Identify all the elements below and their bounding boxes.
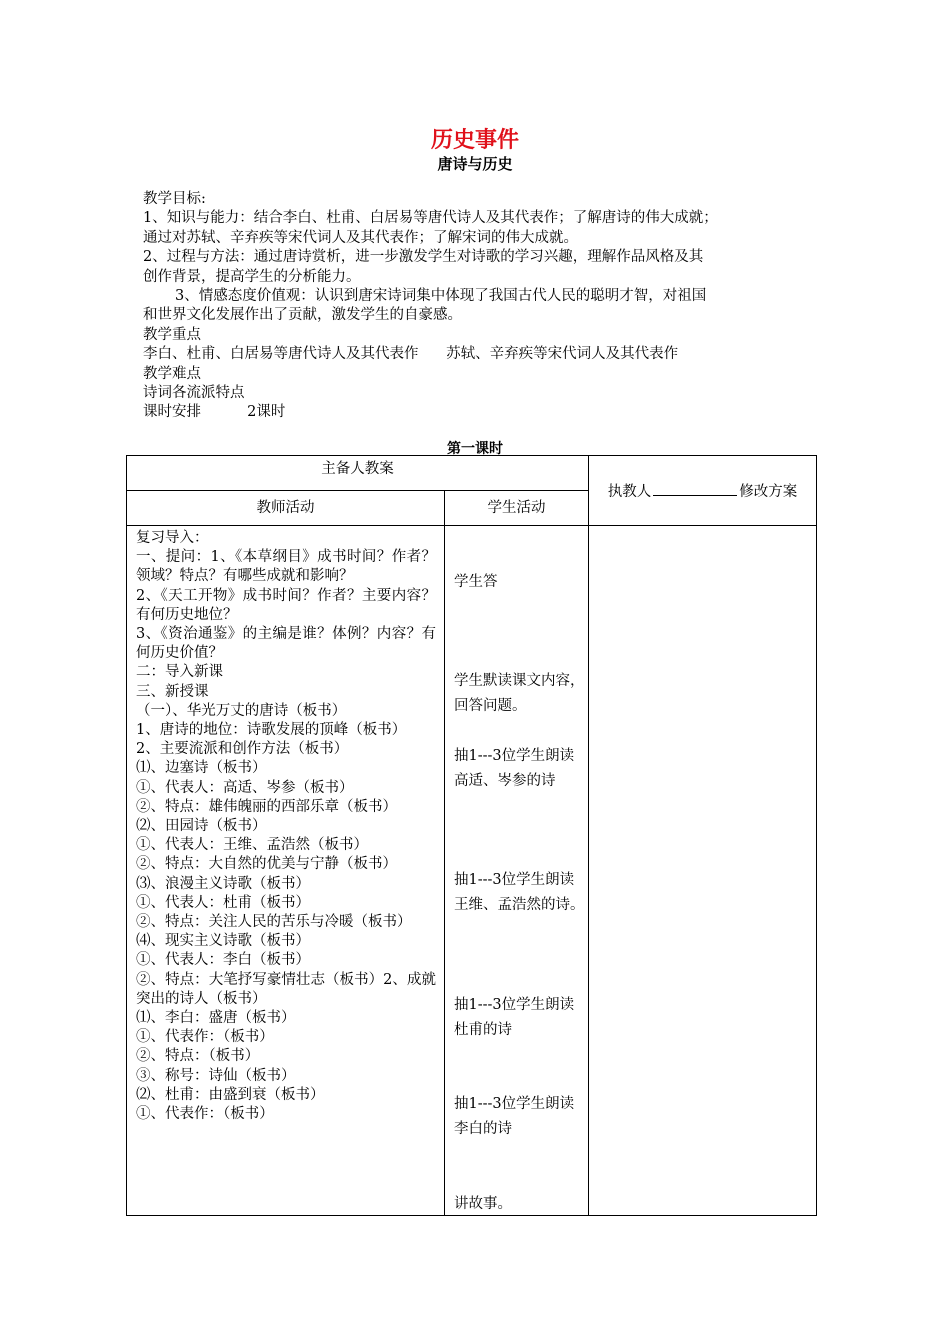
teacher-line: 二：导入新课	[136, 664, 223, 681]
teacher-line: ⑵、杜甫：由盛到衰（板书）	[136, 1086, 325, 1103]
teaching-objectives	[143, 190, 823, 423]
teacher-line: 2、主要流派和创作方法（板书）	[136, 741, 349, 758]
revision-cell	[589, 526, 817, 1216]
teacher-line: 3、《资治通鉴》的主编是谁？体例？内容？有何历史价值？	[136, 626, 436, 662]
teacher-line: ③、称号：诗仙（板书）	[136, 1067, 296, 1084]
intro-line: 通过对苏轼、辛弃疾等宋代词人及其代表作；了解宋词的伟大成就。	[143, 229, 578, 246]
teacher-line: ①、代表作：（板书）	[136, 1029, 274, 1046]
teacher-line: 2、《天工开物》成书时间？作者？主要内容？有何历史地位？	[136, 587, 436, 623]
teacher-line: ②、特点：大自然的优美与宁静（板书）	[136, 856, 397, 873]
intro-line: 2、过程与方法：通过唐诗赏析，进一步激发学生对诗歌的学习兴趣，理解作品风格及其	[143, 249, 704, 266]
intro-line: 3、情感态度价值观：认识到唐宋诗词集中体现了我国古代人民的聪明才智，对祖国	[175, 288, 707, 305]
teacher-line: ②、特点：关注人民的苦乐与冷暖（板书）	[136, 914, 412, 931]
header-main-plan: 主备人教案	[127, 456, 589, 491]
header-teacher-activity: 教师活动	[127, 491, 445, 526]
intro-line: 和世界文化发展作出了贡献，激发学生的自豪感。	[143, 307, 462, 324]
executor-label: 执教人	[607, 484, 652, 500]
teacher-line: 1、唐诗的地位：诗歌发展的顶峰（板书）	[136, 722, 407, 739]
teacher-line: ②、特点：雄伟魄丽的西部乐章（板书）	[136, 798, 397, 815]
intro-line: 教学目标:	[143, 191, 206, 207]
student-activity: 抽1---3位学生朗读李白的诗	[454, 1096, 575, 1137]
intro-line: 创作背景，提高学生的分析能力。	[143, 268, 361, 285]
student-activity: 讲故事。	[454, 1196, 512, 1212]
teacher-line: ①、代表人：高适、岑参（板书）	[136, 779, 354, 796]
student-activity: 学生答	[454, 574, 498, 590]
teacher-line: ①、代表人：李白（板书）	[136, 952, 310, 969]
teacher-line: ⑵、田园诗（板书）	[136, 818, 267, 835]
document-title: 历史事件	[430, 128, 519, 153]
teacher-line: ⑷、现实主义诗歌（板书）	[136, 933, 310, 950]
teacher-line: ①、代表人：王维、孟浩然（板书）	[136, 837, 368, 854]
teacher-line: ①、代表人：杜甫（板书）	[136, 894, 310, 911]
teacher-line: 三、新授课	[136, 683, 209, 700]
document-subtitle: 唐诗与历史	[437, 155, 513, 173]
section-heading: 第一课时	[447, 441, 503, 457]
intro-line: 诗词各流派特点	[143, 385, 245, 402]
intro-line: 教学重点	[143, 326, 201, 343]
student-activity: 抽1---3位学生朗读高适、岑参的诗	[454, 748, 575, 789]
revision-label: 修改方案	[739, 484, 798, 500]
header-executor	[589, 456, 817, 526]
student-activity: 抽1---3位学生朗读杜甫的诗	[454, 997, 575, 1038]
student-activity: 抽1---3位学生朗读王维、孟浩然的诗。	[454, 872, 585, 913]
student-activity: 学生默读课文内容，回答问题。	[454, 673, 585, 714]
intro-line: 课时安排 2课时	[143, 404, 286, 421]
teacher-activity-cell	[127, 526, 445, 1216]
teacher-line: ①、代表作：（板书）	[136, 1106, 274, 1123]
teacher-line: ②、特点：（板书）	[136, 1048, 260, 1065]
teacher-line: ②、特点：大笔抒写豪情壮志（板书）2、成就突出的诗人（板书）	[136, 971, 436, 1007]
intro-line: 李白、杜甫、白居易等唐代诗人及其代表作 苏轼、辛弃疾等宋代词人及其代表作	[143, 346, 679, 363]
student-activity-cell	[445, 526, 589, 1216]
lesson-plan-table	[126, 455, 817, 1216]
teacher-line: ⑶、浪漫主义诗歌（板书）	[136, 875, 310, 892]
executor-blank	[653, 481, 737, 496]
teacher-line: 一、提问：1、《本草纲目》成书时间？作者？领域？特点？有哪些成就和影响？	[136, 549, 436, 585]
teacher-line: ⑴、李白：盛唐（板书）	[136, 1010, 296, 1027]
teacher-line: ⑴、边塞诗（板书）	[136, 760, 267, 777]
header-student-activity: 学生活动	[445, 491, 589, 526]
intro-line: 1、知识与能力：结合李白、杜甫、白居易等唐代诗人及其代表作；了解唐诗的伟大成就；	[143, 210, 718, 227]
teacher-line: 复习导入：	[136, 530, 209, 546]
intro-line: 教学难点	[143, 365, 201, 382]
teacher-line: （一）、华光万丈的唐诗（板书）	[136, 702, 347, 719]
